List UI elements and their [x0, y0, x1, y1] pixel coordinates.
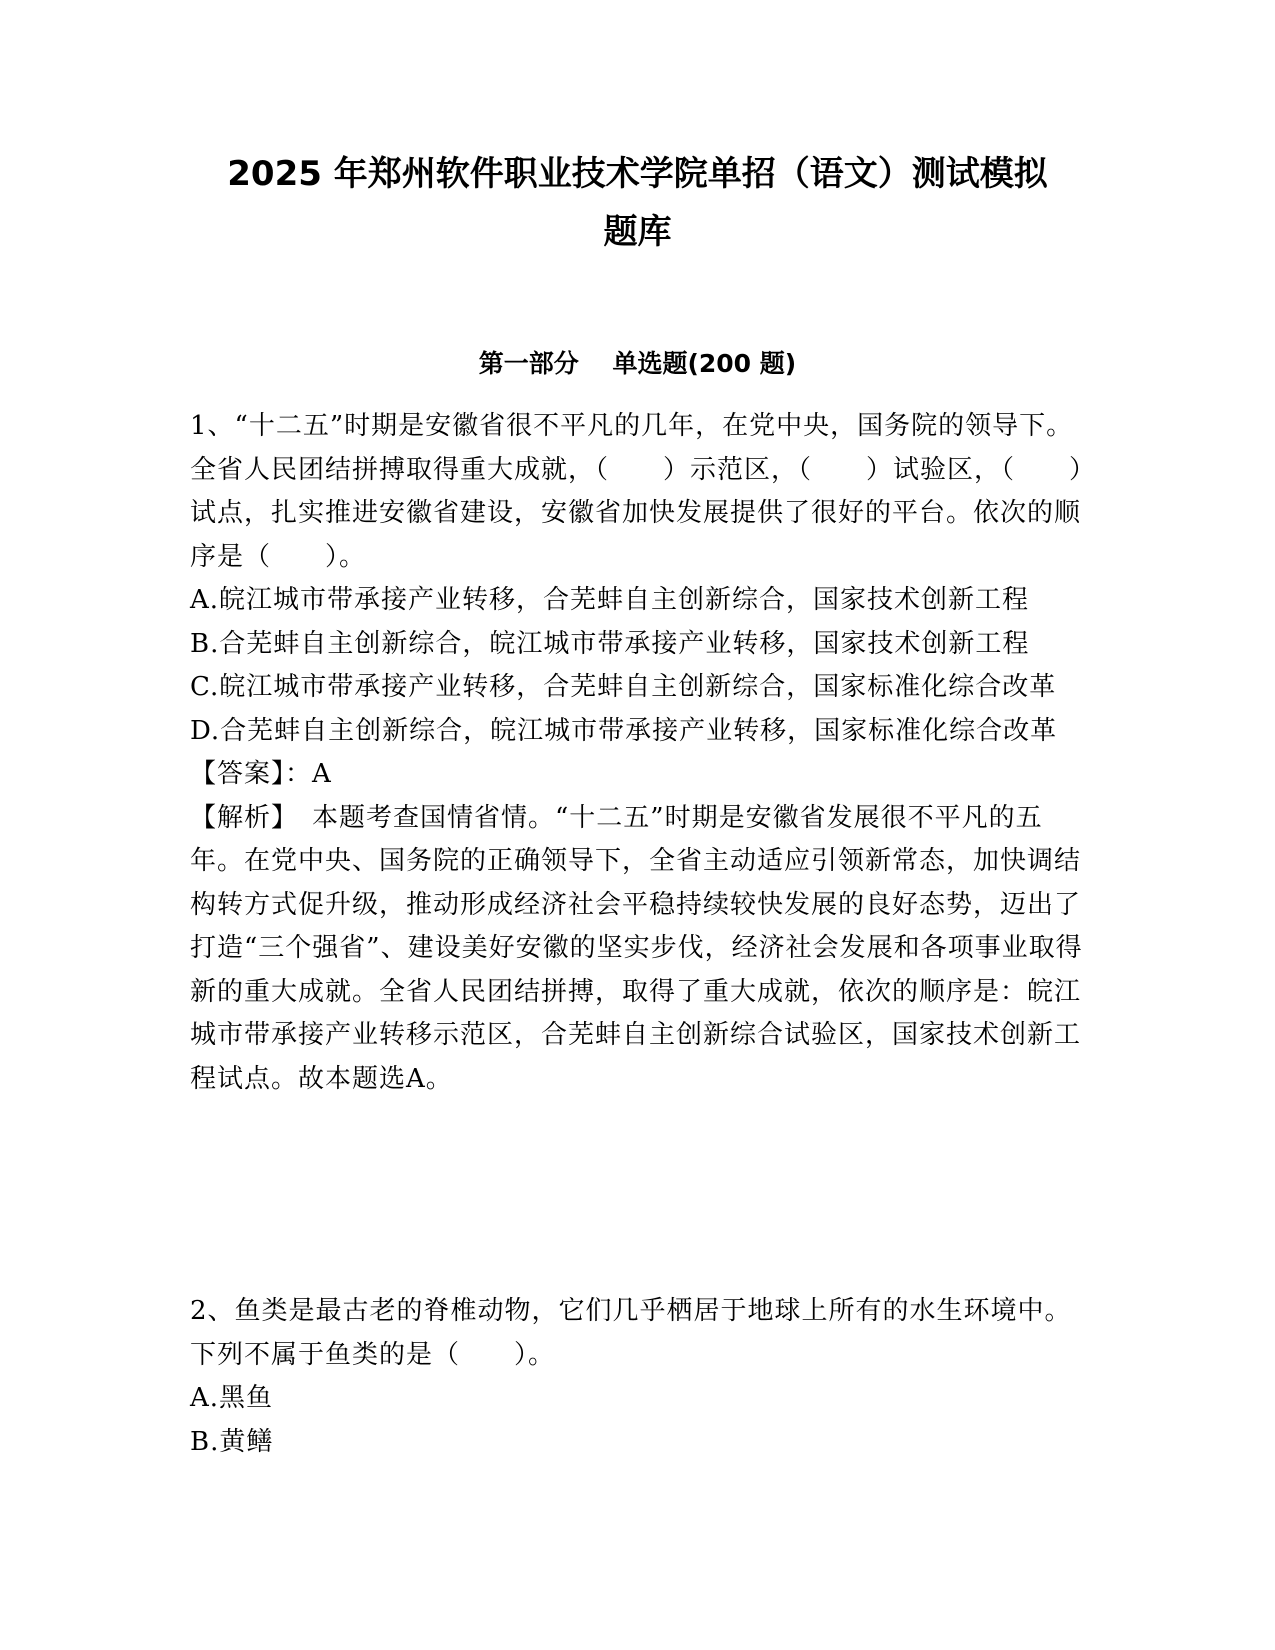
option-d: D.合芜蚌自主创新综合，皖江城市带承接产业转移，国家标准化综合改革	[190, 715, 1058, 746]
question-block-1	[190, 405, 1085, 1101]
option-a: A.皖江城市带承接产业转移，合芜蚌自主创新综合，国家技术创新工程	[190, 585, 1030, 615]
document-title-line-2: 题库	[603, 212, 672, 252]
document-title	[160, 145, 1115, 261]
option-a: A.黑鱼	[190, 1383, 274, 1413]
explanation-paragraph: 【解析】 本题考查国情省情。“十二五”时期是安徽省发展很不平凡的五年。在党中央、国务院的正确领导下，全省主动适应引领新常态，加快调结构转方式促升级，推动形成经济社会平稳持续较快发展的良好态势，迈出了打造“三个强省”、建设美好安徽的坚实步伐，经济社会发展和各项事业取得新的重大成就。全省人民团结拼搏，取得了重大成就，依次的顺序是：皖江城市带承接产业转移示范区，合芜蚌自主创新综合试验区，国家技术创新工程试点。故本题选A。	[190, 802, 1083, 1094]
section-heading: 第一部分 单选题(200 题)	[478, 349, 797, 378]
question-stem: 2、鱼类是最古老的脊椎动物，它们几乎栖居于地球上所有的水生环境中。下列不属于鱼类的是（ ）。	[190, 1296, 1072, 1370]
question-block-2	[190, 1290, 1085, 1464]
document-title-line-1: 2025 年郑州软件职业技术学院单招（语文）测试模拟	[227, 154, 1048, 194]
option-b: B.合芜蚌自主创新综合，皖江城市带承接产业转移，国家技术创新工程	[190, 628, 1030, 659]
answer-line: 【答案】：A	[190, 759, 332, 789]
option-c: C.皖江城市带承接产业转移，合芜蚌自主创新综合，国家标准化综合改革	[190, 672, 1057, 702]
question-stem: 1、“十二五”时期是安徽省很不平凡的几年，在党中央，国务院的领导下。全省人民团结拼搏取得重大成就，（ ）示范区，（ ）试验区，（ ）试点，扎实推进安徽省建设，安徽省加快发展提供了很好的平台。依次的顺序是（ ）。	[190, 411, 1084, 572]
option-b: B.黄鳝	[190, 1426, 274, 1457]
